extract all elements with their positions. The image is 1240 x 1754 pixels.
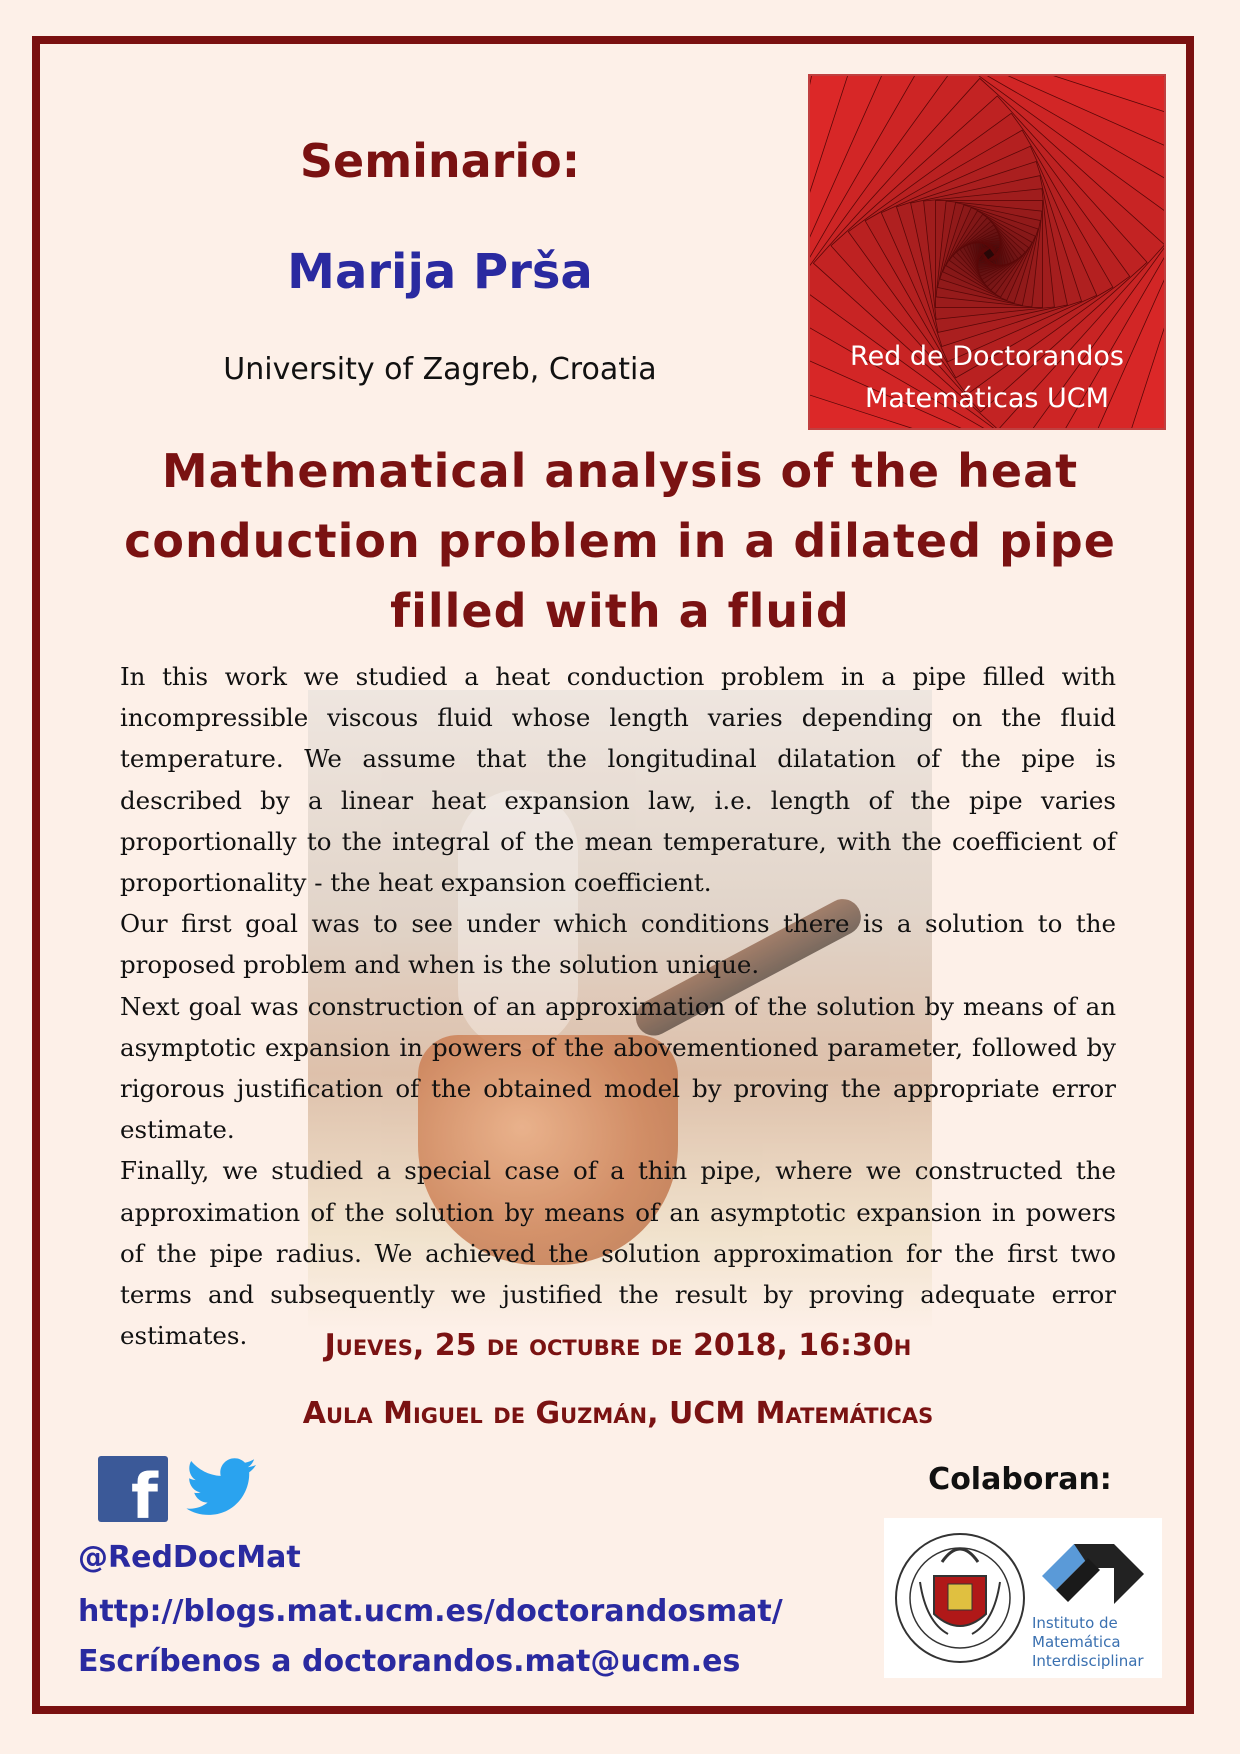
abstract-paragraph-4: Finally, we studied a special case of a thin pipe, where we constructed the approximation of the solution by means of an asymptotic expansion in powers of the pipe radius. We achieved the solution approximation for the first two terms and subsequently we justified the result by proving adequate error estimates.	[120, 1156, 1116, 1351]
ucm-seal-icon	[890, 1522, 1030, 1672]
logo-line-1: Red de Doctorandos	[850, 341, 1124, 372]
email-line[interactable]: Escríbenos a doctorandos.mat@ucm.es	[78, 1644, 741, 1679]
abstract	[120, 656, 1116, 1356]
speaker-affiliation: University of Zagreb, Croatia	[223, 352, 657, 387]
event-date: Jueves, 25 de octubre de 2018, 16:30h	[324, 1328, 912, 1363]
facebook-icon[interactable]	[98, 1456, 168, 1533]
logo-text	[810, 336, 1164, 420]
seminar-label: Seminario:	[299, 134, 581, 188]
abstract-paragraph-3: Next goal was construction of an approximation of the solution by means of an asymptotic expansion in powers of the abovementioned parameter, followed by rigorous justification of the obtained model by proving the appropriate error estimate.	[120, 991, 1116, 1145]
red-doctorandos-logo	[808, 74, 1166, 430]
speaker-name: Marija Prša	[287, 244, 593, 300]
twitter-icon[interactable]	[186, 1458, 258, 1518]
talk-title: Mathematical analysis of the heat conduction problem in a dilated pipe filled with a fluid	[124, 444, 1116, 638]
abstract-paragraph-1: In this work we studied a heat conduction problem in a pipe filled with incompressible viscous fluid whose length varies depending on the fluid temperature. We assume that the longitudinal dilatation of the pipe is described by a linear heat expansion law, i.e. length of the pipe varies proportionally to the integral of the mean temperature, with the coefficient of proportionality - the heat expansion coefficient.	[120, 662, 1116, 898]
logo-line-2: Matemáticas UCM	[865, 383, 1109, 414]
facebook-glyph: f	[131, 1460, 158, 1533]
event-place: Aula Miguel de Guzmán, UCM Matemáticas	[302, 1396, 934, 1431]
imi-name: Instituto de Matemática Interdisciplinar	[1032, 1614, 1144, 1670]
blog-url-link[interactable]: http://blogs.mat.ucm.es/doctorandosmat/	[78, 1594, 783, 1629]
partner-logos	[884, 1518, 1162, 1678]
abstract-paragraph-2: Our first goal was to see under which conditions there is a solution to the proposed problem and when is the solution unique.	[120, 909, 1116, 980]
twitter-handle-link[interactable]: @RedDocMat	[78, 1540, 301, 1575]
collaborators-label: Colaboran:	[928, 1462, 1112, 1497]
imi-logo-icon	[1034, 1528, 1154, 1612]
